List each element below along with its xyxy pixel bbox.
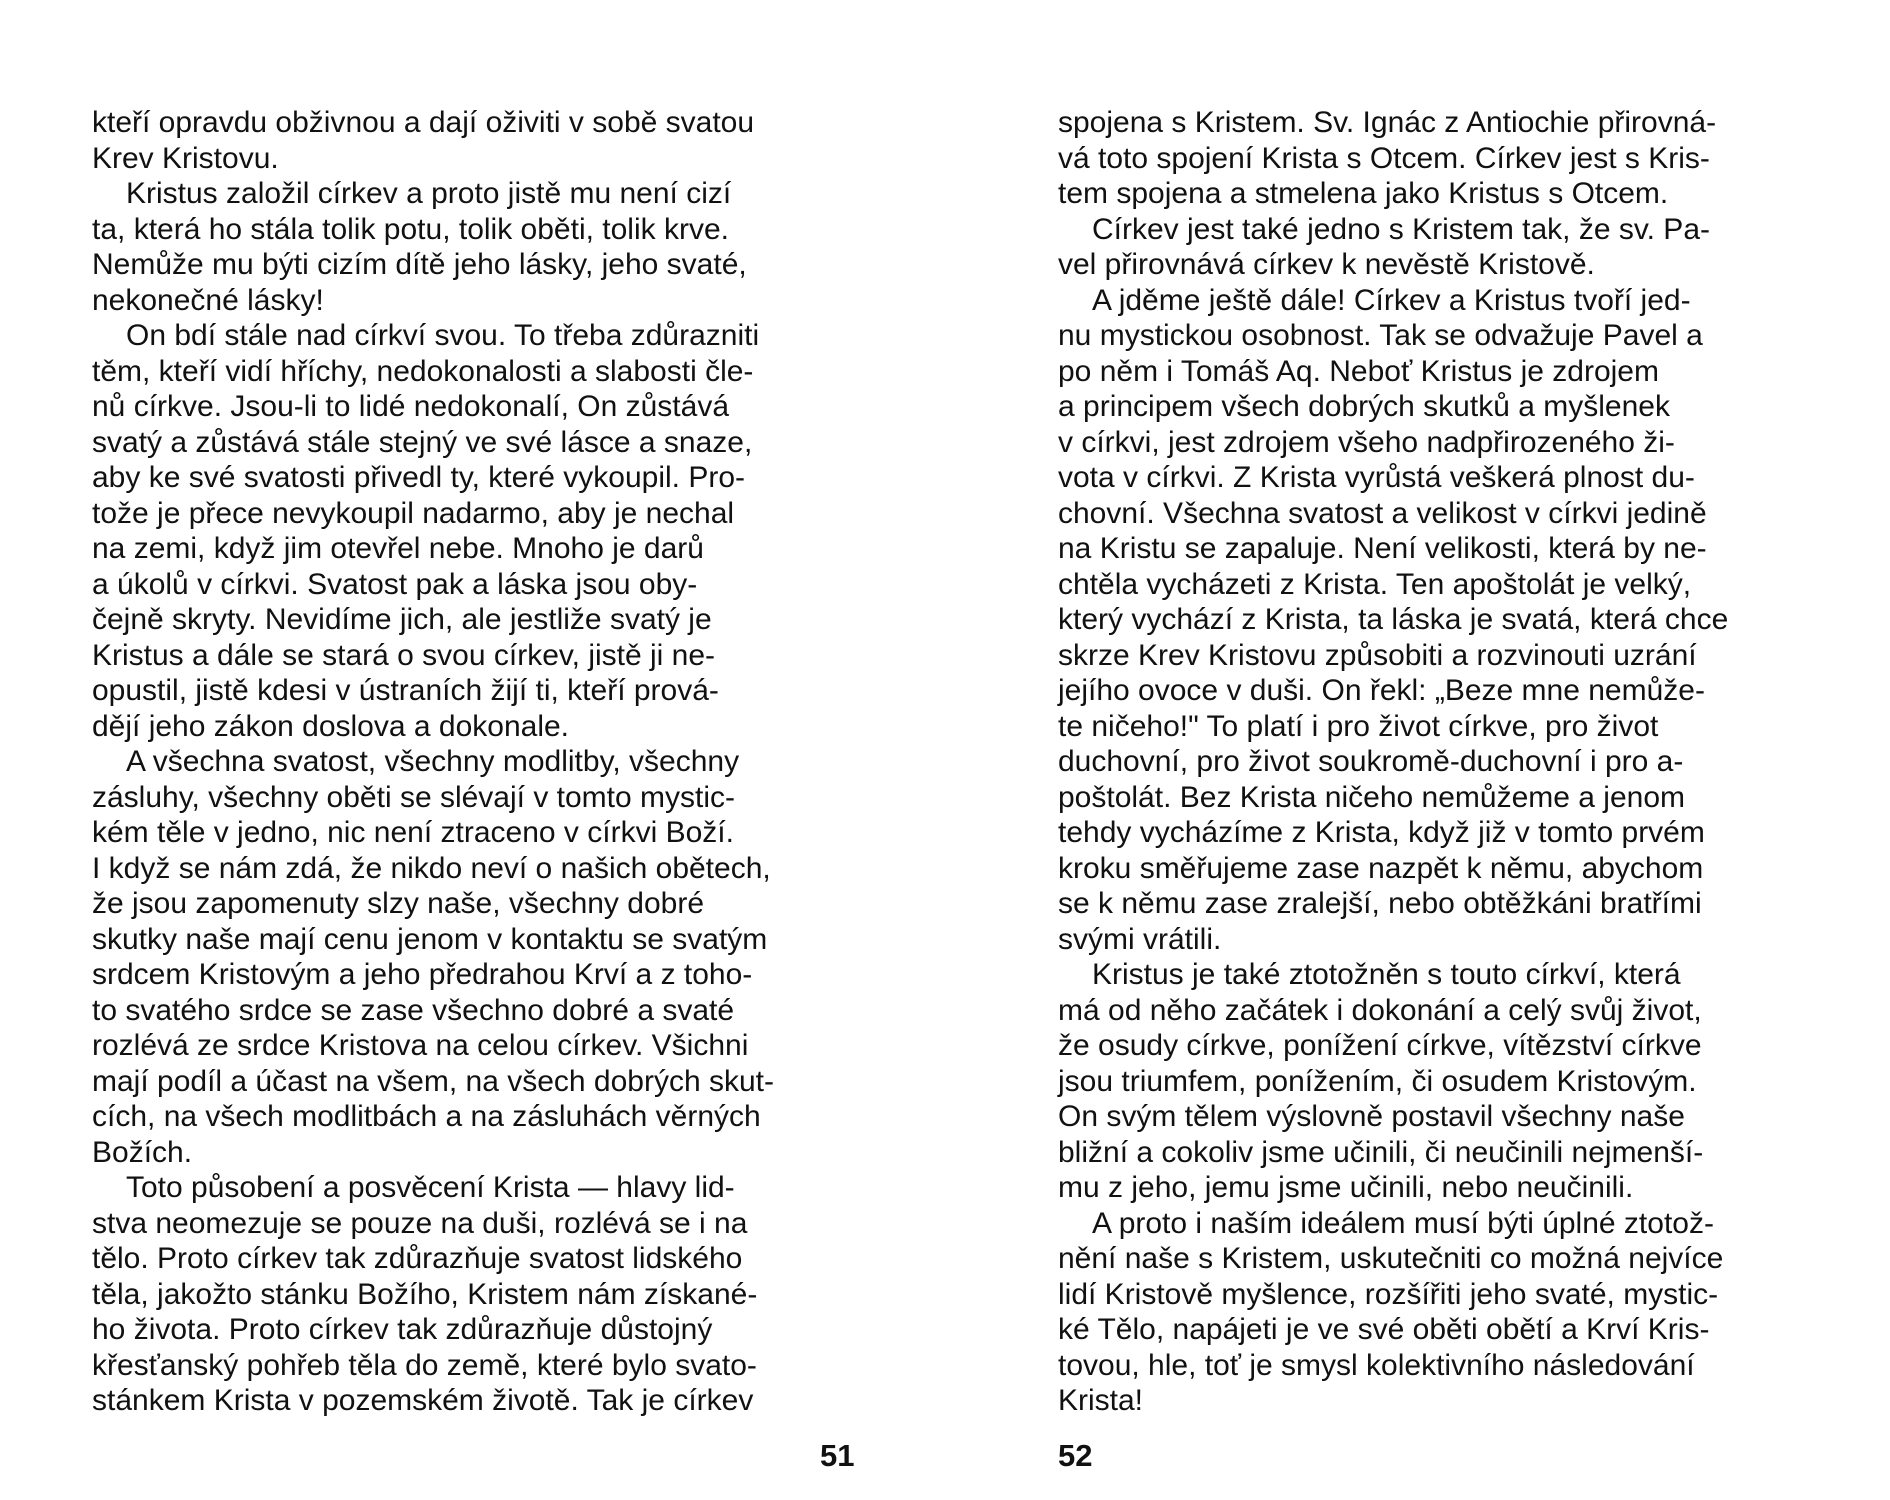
text-line: chtěla vycházeti z Krista. Ten apoštolát je velký, bbox=[1058, 567, 1692, 601]
text-line: spojena s Kristem. Sv. Ignác z Antiochie přirovná- bbox=[1058, 106, 1717, 139]
text-line: Nemůže mu býti cizím dítě jeho lásky, jeho svaté, bbox=[92, 248, 747, 281]
right-page bbox=[945, 0, 1890, 1500]
text-line: kteří opravdu obživnou a dají oživiti v sobě svatou bbox=[92, 106, 755, 139]
text-line: tehdy vycházíme z Krista, když již v tomto prvém bbox=[1058, 816, 1705, 849]
text-line: kém těle v jedno, nic není ztraceno v církvi Boží. bbox=[92, 816, 734, 849]
text-line: A proto i naším ideálem musí býti úplné ztotož- bbox=[1092, 1206, 1714, 1240]
text-line: Krev Kristovu. bbox=[92, 141, 279, 175]
text-line: vel přirovnává církev k nevěstě Kristově. bbox=[1058, 248, 1595, 281]
text-line: Kristus založil církev a proto jistě mu není cizí bbox=[126, 177, 732, 210]
text-line: Toto působení a posvěcení Krista — hlavy lid- bbox=[126, 1171, 735, 1204]
text-line: na zemi, když jim otevřel nebe. Mnoho je darů bbox=[92, 532, 704, 565]
text-line: Kristus a dále se stará o svou církev, jistě ji ne- bbox=[92, 638, 716, 672]
text-line: po něm i Tomáš Aq. Neboť Kristus je zdrojem bbox=[1058, 354, 1659, 388]
text-line: I když se nám zdá, že nikdo neví o našich obětech, bbox=[92, 851, 771, 885]
text-line: ké Tělo, napájeti je ve své oběti obětí a Krví Kris- bbox=[1058, 1313, 1710, 1346]
text-line: zásluhy, všechny oběti se slévají v tomto mystic- bbox=[92, 780, 736, 814]
text-line: opustil, jistě kdesi v ústraních žijí ti, kteří prová- bbox=[92, 674, 719, 707]
text-line: mají podíl a účast na všem, na všech dobrých skut- bbox=[92, 1064, 774, 1098]
text-line: Kristus je také ztotožněn s touto církví, která bbox=[1092, 958, 1681, 991]
text-line: se k němu zase zralejší, nebo obtěžkáni bratřími bbox=[1058, 887, 1702, 920]
text-line: a úkolů v církvi. Svatost pak a láska jsou oby- bbox=[92, 567, 698, 601]
text-line: nu mystickou osobnost. Tak se odvažuje Pavel a bbox=[1058, 319, 1703, 352]
text-line: bližní a cokoliv jsme učinili, či neučinili nejmenší- bbox=[1058, 1135, 1704, 1169]
text-line: nů církve. Jsou-li to lidé nedokonalí, On zůstává bbox=[92, 390, 730, 423]
text-line: Krista! bbox=[1058, 1384, 1144, 1417]
text-line: svatý a zůstává stále stejný ve své lásce a snaze, bbox=[92, 425, 753, 459]
text-line: to svatého srdce se zase všechno dobré a svaté bbox=[92, 993, 735, 1027]
right-page-text bbox=[1058, 105, 1826, 1419]
text-line: má od něho začátek i dokonání a celý svůj život, bbox=[1058, 993, 1702, 1027]
text-line: čejně skryty. Nevidíme jich, ale jestliže svatý je bbox=[92, 603, 712, 636]
text-line: A všechna svatost, všechny modlitby, všechny bbox=[126, 745, 740, 778]
text-line: nekonečné lásky! bbox=[92, 283, 324, 317]
text-line: tože je přece nevykoupil nadarmo, aby je nechal bbox=[92, 496, 735, 530]
text-line: a principem všech dobrých skutků a myšlenek bbox=[1058, 390, 1670, 423]
text-line: dějí jeho zákon doslova a dokonale. bbox=[92, 709, 570, 743]
text-line: těla, jakožto stánku Božího, Kristem nám získané- bbox=[92, 1277, 758, 1311]
text-line: On bdí stále nad církví svou. To třeba zdůrazniti bbox=[126, 319, 760, 352]
text-line: Božích. bbox=[92, 1135, 193, 1169]
text-line: v církvi, jest zdrojem všeho nadpřirozeného ži- bbox=[1058, 425, 1675, 459]
text-line: kroku směřujeme zase nazpět k němu, abychom bbox=[1058, 851, 1704, 885]
text-line: jejího ovoce v duši. On řekl: „Beze mne nemůže- bbox=[1058, 674, 1705, 707]
text-line: tělo. Proto církev tak zdůrazňuje svatost lidského bbox=[92, 1242, 743, 1275]
text-line: stva neomezuje se pouze na duši, rozlévá se i na bbox=[92, 1206, 748, 1240]
left-page-number: 51 bbox=[820, 1438, 855, 1473]
text-line: nění naše s Kristem, uskutečniti co možná nejvíce bbox=[1058, 1242, 1724, 1275]
text-line: jsou triumfem, ponížením, či osudem Kristovým. bbox=[1058, 1064, 1697, 1098]
text-line: že osudy církve, ponížení církve, vítězství církve bbox=[1058, 1029, 1702, 1062]
text-line: Církev jest také jedno s Kristem tak, že sv. Pa- bbox=[1092, 212, 1710, 246]
text-line: lidí Kristově myšlence, rozšířiti jeho svaté, mystic- bbox=[1058, 1277, 1719, 1311]
text-line: poštolát. Bez Krista ničeho nemůžeme a jenom bbox=[1058, 780, 1685, 814]
text-line: tovou, hle, toť je smysl kolektivního následování bbox=[1058, 1348, 1695, 1382]
text-line: skrze Krev Kristovu způsobiti a rozvinouti uzrání bbox=[1058, 638, 1697, 672]
text-line: On svým tělem výslovně postavil všechny naše bbox=[1058, 1100, 1685, 1133]
text-line: ta, která ho stála tolik potu, tolik oběti, tolik krve. bbox=[92, 212, 729, 246]
text-line: rozlévá ze srdce Kristova na celou církev. Všichni bbox=[92, 1029, 749, 1062]
text-line: ho života. Proto církev tak zdůrazňuje důstojný bbox=[92, 1313, 713, 1346]
left-page-text bbox=[92, 105, 860, 1419]
text-line: chovní. Všechna svatost a velikost v církvi jedině bbox=[1058, 496, 1707, 530]
text-line: aby ke své svatosti přivedl ty, které vykoupil. Pro- bbox=[92, 461, 746, 494]
text-line: skutky naše mají cenu jenom v kontaktu se svatým bbox=[92, 922, 768, 956]
text-line: tem spojena a stmelena jako Kristus s Otcem. bbox=[1058, 177, 1669, 210]
right-page-number: 52 bbox=[1058, 1438, 1093, 1473]
text-line: na Kristu se zapaluje. Není velikosti, která by ne- bbox=[1058, 532, 1707, 565]
text-line: křesťanský pohřeb těla do země, které bylo svato- bbox=[92, 1348, 757, 1382]
text-line: že jsou zapomenuty slzy naše, všechny dobré bbox=[92, 887, 704, 920]
text-line: duchovní, pro život soukromě-duchovní i pro a- bbox=[1058, 745, 1684, 778]
text-line: cích, na všech modlitbách a na zásluhách věrných bbox=[92, 1100, 761, 1133]
text-line: mu z jeho, jemu jsme učinili, nebo neučinili. bbox=[1058, 1171, 1634, 1204]
text-line: te ničeho!" To platí i pro život církve, pro život bbox=[1058, 709, 1659, 743]
text-line: vota v církvi. Z Krista vyrůstá veškerá plnost du- bbox=[1058, 461, 1695, 494]
text-line: vá toto spojení Krista s Otcem. Církev jest s Kris- bbox=[1058, 141, 1710, 175]
text-line: který vychází z Krista, ta láska je svatá, která chce bbox=[1058, 603, 1729, 636]
text-line: srdcem Kristovým a jeho předrahou Krví a z toho- bbox=[92, 958, 753, 991]
text-line: svými vrátili. bbox=[1058, 922, 1222, 956]
text-line: stánkem Krista v pozemském životě. Tak je církev bbox=[92, 1384, 754, 1417]
text-line: těm, kteří vidí hříchy, nedokonalosti a slabosti čle- bbox=[92, 354, 754, 388]
text-line: A jděme ještě dále! Církev a Kristus tvoří jed- bbox=[1092, 283, 1691, 317]
